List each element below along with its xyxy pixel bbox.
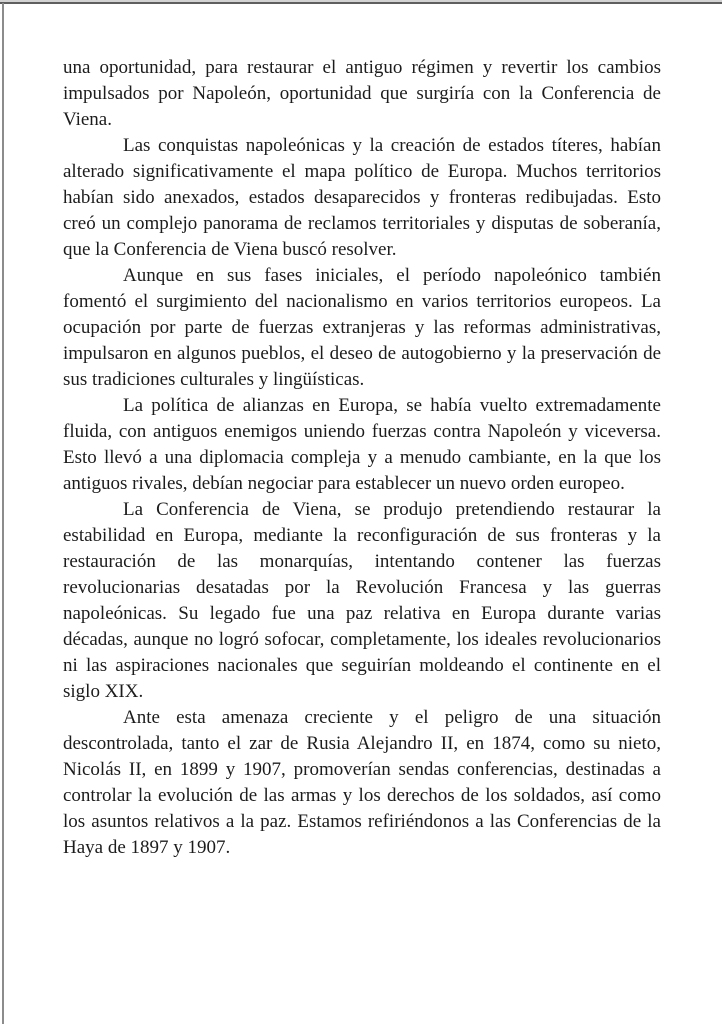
paragraph-2: Las conquistas napoleónicas y la creación de estados títeres, habían alterado significativamente el mapa político de Europa. Muchos territorios habían sido anexados, estados desaparecidos y fronteras redibujadas. Esto creó un complejo panorama de reclamos territoriales y disputas de soberanía, que la Conferencia de Viena buscó resolver. [63, 135, 661, 260]
paragraph-4: La política de alianzas en Europa, se había vuelto extremadamente fluida, con antiguos enemigos uniendo fuerzas contra Napoleón y viceversa. Esto llevó a una diplomacia compleja y a menudo cambiante, en la que los antiguos rivales, debían negociar para establecer un nuevo orden europeo. [63, 395, 661, 494]
page-frame-top-border [0, 2, 722, 4]
paragraph-5: La Conferencia de Viena, se produjo pretendiendo restaurar la estabilidad en Europa, mediante la reconfiguración de sus fronteras y la restauración de las monarquías, intentando contener las fuerzas revolucionarias desatadas por la Revolución Francesa y las guerras napoleónicas. Su legado fue una paz relativa en Europa durante varias décadas, aunque no logró sofocar, completamente, los ideales revolucionarios ni las aspiraciones nacionales que seguirían moldeando el continente en el siglo XIX. [63, 499, 661, 702]
paragraph-6: Ante esta amenaza creciente y el peligro de una situación descontrolada, tanto el zar de Rusia Alejandro II, en 1874, como su nieto, Nicolás II, en 1899 y 1907, promoverían sendas conferencias, destinadas a controlar la evolución de las armas y los derechos de los soldados, así como los asuntos relativos a la paz. Estamos refiriéndonos a las Conferencias de la Haya de 1897 y 1907. [63, 707, 661, 858]
page-frame-left-border [2, 3, 4, 1024]
page-body-text [63, 55, 661, 861]
paragraph-3: Aunque en sus fases iniciales, el período napoleónico también fomentó el surgimiento del nacionalismo en varios territorios europeos. La ocupación por parte de fuerzas extranjeras y las reformas administrativas, impulsaron en algunos pueblos, el deseo de autogobierno y la preservación de sus tradiciones culturales y lingüísticas. [63, 265, 661, 390]
paragraph-1: una oportunidad, para restaurar el antiguo régimen y revertir los cambios impulsados por Napoleón, oportunidad que surgiría con la Conferencia de Viena. [63, 57, 661, 130]
